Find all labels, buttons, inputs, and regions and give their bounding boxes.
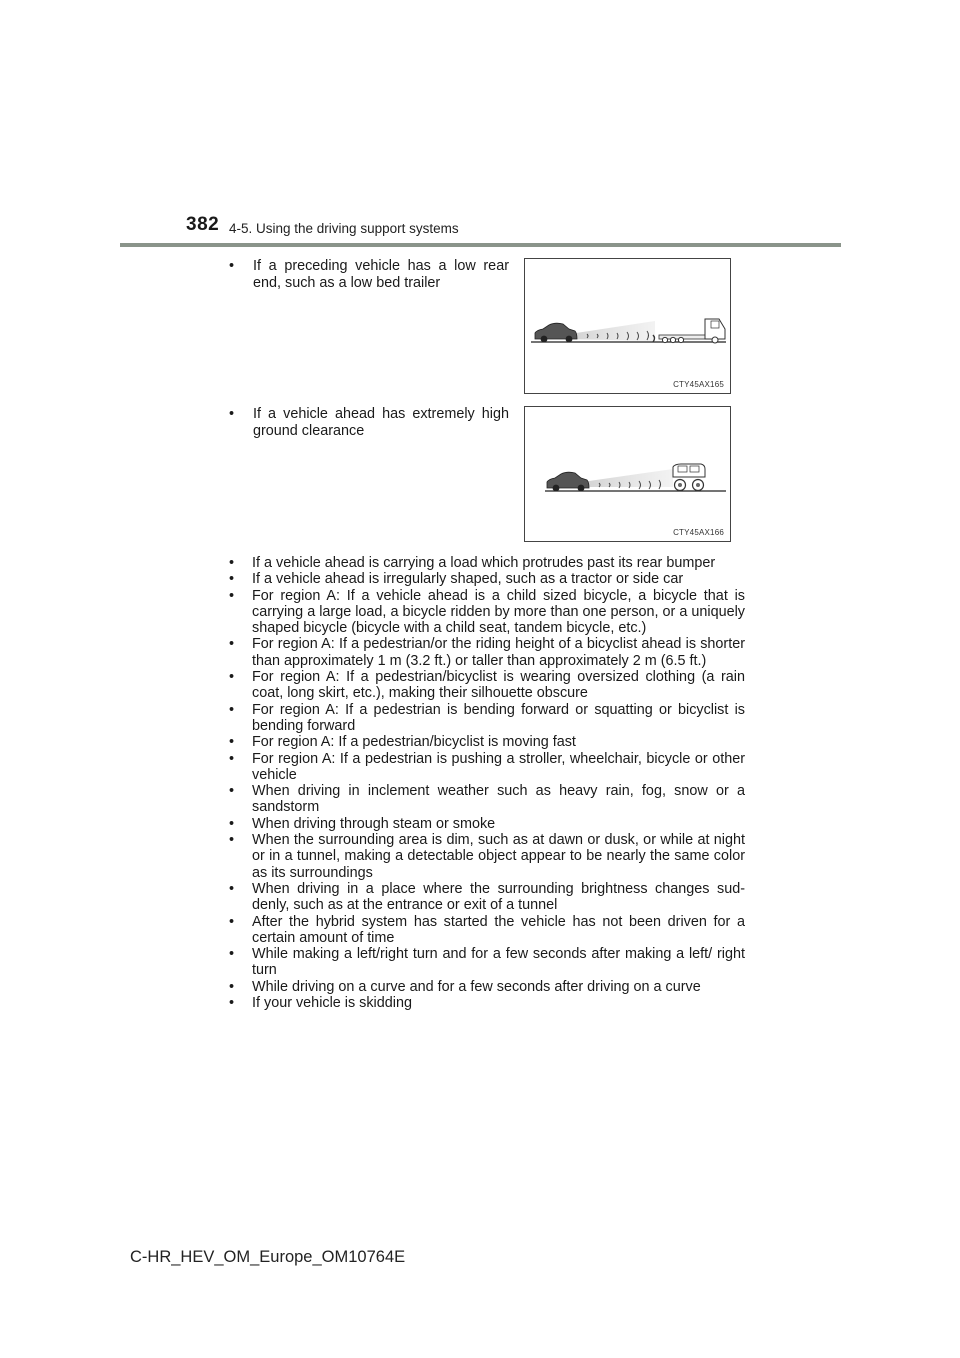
list-item-text: If your vehicle is skidding — [252, 995, 412, 1012]
list-item-text: For region A: If a pedestrian is bending forward or squatting or bicyclist is bending forward — [252, 701, 745, 734]
list-item — [229, 914, 745, 947]
figure-code: CTY45AX166 — [673, 528, 724, 537]
bullet-symbol: • — [229, 978, 235, 995]
figure-low-bed-trailer — [524, 258, 731, 394]
bullet-symbol: • — [229, 995, 235, 1012]
bullet-symbol: • — [229, 783, 235, 800]
list-item-text: For region A: If a pedestrian is pushing a stroller, wheelchair, bicycle or other vehicle — [252, 750, 745, 783]
figure-caption-text: If a vehicle ahead has extremely high ground clearance — [253, 406, 509, 439]
list-item-text: For region A: If a pedestrian/or the riding height of a bicyclist ahead is shorter than approximately 1 m (3.2 ft.) or taller than approximately 2 m (6.5 ft.) — [252, 636, 745, 669]
list-item — [229, 734, 745, 750]
bullet-symbol: • — [229, 571, 235, 588]
list-item — [229, 751, 745, 784]
list-item-text: While making a left/right turn and for a few seconds after making a left/ right turn — [252, 946, 745, 979]
list-item-text: When driving through steam or smoke — [252, 815, 496, 832]
bullet-symbol: • — [229, 946, 235, 963]
page-number: 382 — [186, 214, 220, 235]
figure-code: CTY45AX165 — [673, 380, 724, 389]
figure-row-high-clearance — [229, 406, 734, 544]
figure-row-low-bed-trailer — [229, 258, 734, 396]
bullet-symbol: • — [229, 258, 235, 274]
list-item — [229, 783, 745, 816]
car-following-low-bed-trailer-illustration — [525, 259, 732, 395]
section-title: 4-5. Using the driving support systems — [229, 221, 459, 236]
list-item — [229, 832, 745, 881]
bullet-symbol: • — [229, 701, 235, 718]
footer-document-code: C-HR_HEV_OM_Europe_OM10764E — [130, 1248, 406, 1266]
list-item — [229, 636, 745, 669]
list-item-text: For region A: If a pedestrian/bicyclist is moving fast — [252, 734, 576, 751]
list-item-text: For region A: If a vehicle ahead is a child sized bicycle, a bicycle that is carrying a large load, a bicycle ridden by more than one person, or a uniquely shaped bicycle (bicycle with a child seat, tandem bicycle, etc.) — [252, 587, 745, 637]
figure-caption — [229, 258, 509, 292]
list-item — [229, 979, 745, 995]
bullet-symbol: • — [229, 587, 235, 604]
bullet-symbol: • — [229, 815, 235, 832]
bullet-symbol: • — [229, 880, 235, 897]
list-item-text: If a vehicle ahead is irregularly shaped, such as a tractor or side car — [252, 571, 684, 588]
bullet-symbol: • — [229, 750, 235, 767]
figure-caption — [229, 406, 509, 440]
list-item — [229, 669, 745, 702]
bullet-symbol: • — [229, 913, 235, 930]
list-item — [229, 946, 745, 979]
bullet-symbol: • — [229, 636, 235, 653]
list-item-text: If a vehicle ahead is carrying a load which protrudes past its rear bumper — [252, 555, 716, 571]
list-item — [229, 702, 745, 735]
header-rule — [120, 243, 841, 247]
figure-high-clearance — [524, 406, 731, 542]
car-following-high-clearance-vehicle-illustration — [525, 407, 732, 543]
list-item-text: When the surrounding area is dim, such as at dawn or dusk, or while at night or in a tunnel, making a detectable object appear to be nearly the same color as its surroundings — [252, 832, 745, 881]
list-item-text: After the hybrid system has started the vehicle has not been driven for a certain amount of time — [252, 913, 745, 946]
figure-caption-text: If a preceding vehicle has a low rear end, such as a low bed trailer — [253, 258, 509, 291]
list-item-text: For region A: If a pedestrian/bicyclist is wearing oversized clothing (a rain coat, long skirt, etc.), making their silhouette obscure — [252, 669, 745, 702]
bullet-symbol: • — [229, 832, 235, 849]
list-item — [229, 588, 745, 637]
list-item — [229, 995, 745, 1011]
conditions-list — [229, 555, 745, 1011]
list-item — [229, 816, 745, 832]
bullet-symbol: • — [229, 734, 235, 751]
list-item-text: When driving in inclement weather such as heavy rain, fog, snow or a sandstorm — [252, 783, 745, 816]
bullet-symbol: • — [229, 669, 235, 686]
list-item — [229, 881, 745, 914]
bullet-symbol: • — [229, 406, 235, 422]
list-item — [229, 555, 745, 571]
list-item-text: When driving in a place where the surrounding brightness changes sud-denly, such as at the entrance or exit of a tunnel — [252, 880, 745, 914]
list-item-text: While driving on a curve and for a few seconds after driving on a curve — [252, 978, 701, 995]
list-item — [229, 571, 745, 587]
bullet-symbol: • — [229, 555, 235, 571]
